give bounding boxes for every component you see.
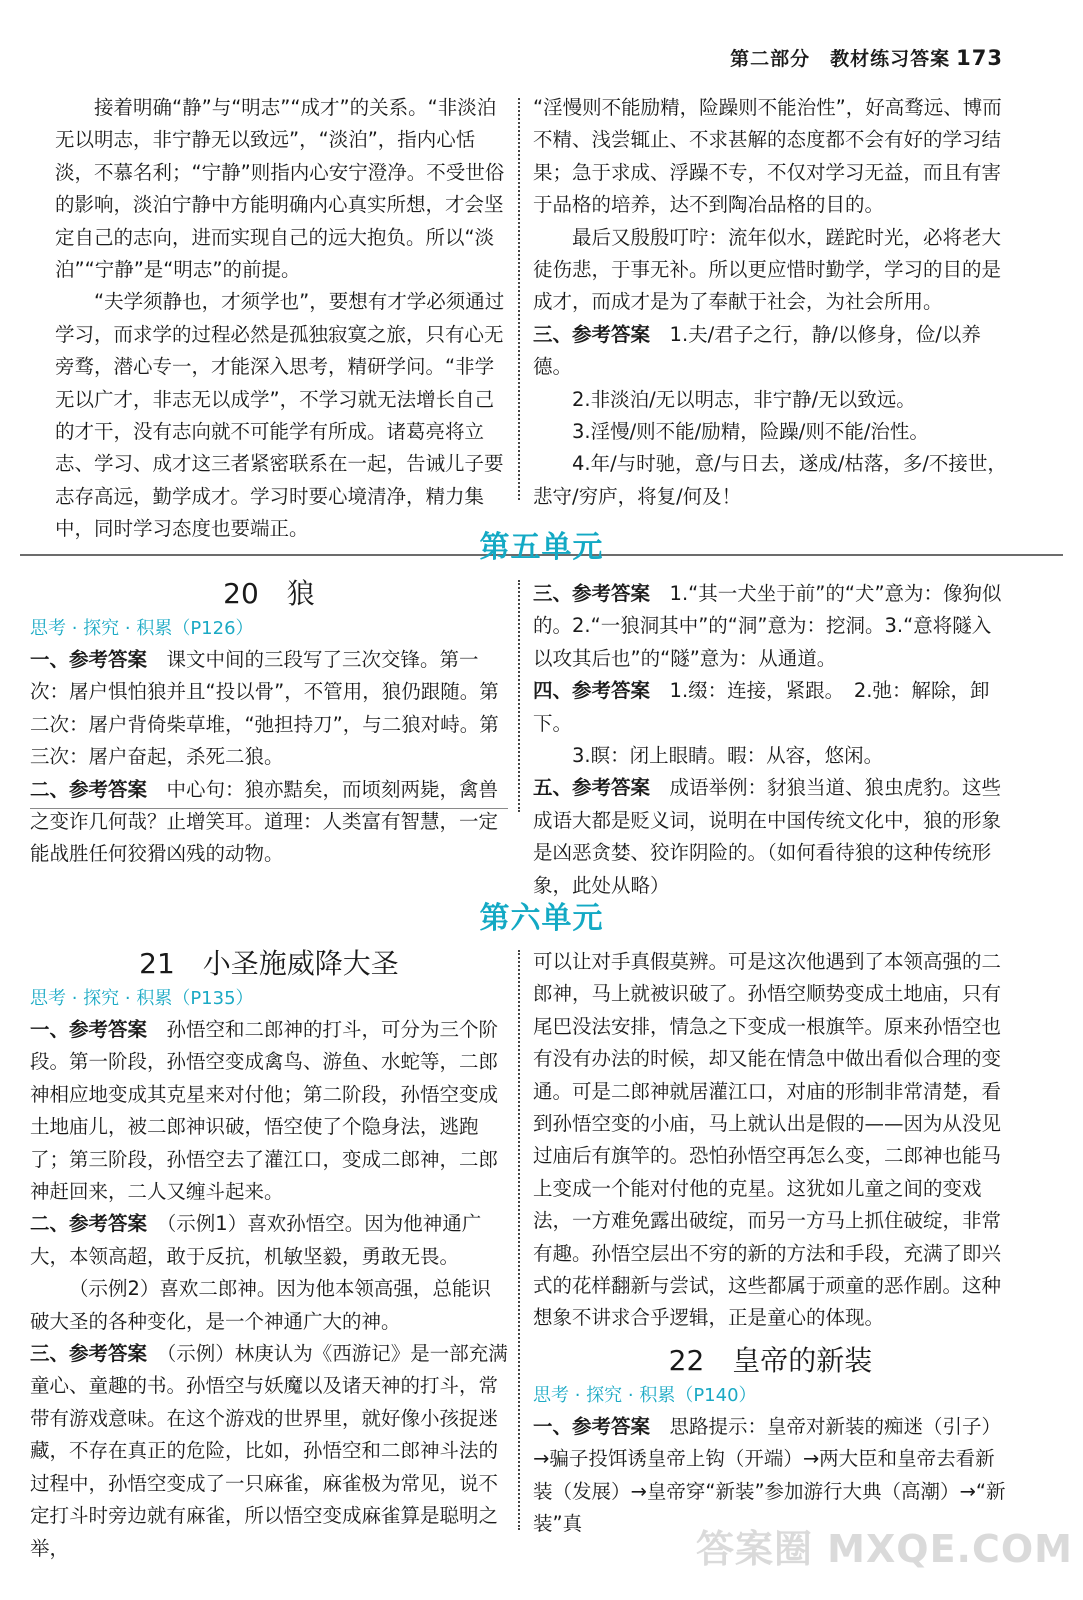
answer-line: （示例2）喜欢二郎神。因为他本领高强，总能识破大圣的各种变化，是一个神通广大的神。 <box>30 1277 491 1333</box>
section-tag: 思考 · 探究 · 积累（P135） <box>30 988 254 1009</box>
answer-text: 1.夫/君子之行，静/以修身，俭/以养德。 <box>533 322 981 379</box>
top-left-column <box>55 92 513 546</box>
answer-line: 4.年/与时驰，意/与日去，遂成/枯落，多/不接世，悲守/穷庐，将复/何及！ <box>533 452 1007 508</box>
paragraph: “淫慢则不能励精，险躁则不能治性”，好高骛远、博而不精、浅尝辄止、不求甚解的态度都不会有好的学习结果；急于求成、浮躁不专，不仅对学习无益，而且有害于品格的培养，达不到陶冶品格的目的。 <box>533 96 1002 217</box>
watermark: 答案圈 MXQE.COM <box>695 1527 1073 1571</box>
unit5-left-column <box>30 574 508 871</box>
answer-text: 中心句：狼亦黠矣，而顷刻两毙，禽兽之变诈几何哉？止增笑耳。道理：人类富有智慧，一定能战胜任何狡猾凶残的动物。 <box>30 777 499 866</box>
lesson-title: 20 狼 <box>223 577 315 610</box>
paragraph: “夫学须静也，才须学也”，要想有才学必须通过学习，而求学的过程必然是孤独寂寞之旅，只有心无旁骛，潜心专一，才能深入思考，精研学问。“非学无以广才，非志无以成学”，不学习就无法增长自己的才干，没有志向就不可能学有所成。诸葛亮将立志、学习、成才这三者紧密联系在一起，告诫儿子要志存高远，勤学成才。学习时要心境清净，精力集中，同时学习态度也要端正。 <box>55 290 505 541</box>
answer-text: （示例）林庚认为《西游记》是一部充满童心、童趣的书。孙悟空与妖魔以及诸天神的打斗，常带有游戏意味。在这个游戏的世界里，就好像小孩捉迷藏，不存在真正的危险，比如，孙悟空和二郎神斗法的过程中，孙悟空变成了一只麻雀，麻雀极为常见，说不定打斗时旁边就有麻雀，所以悟空变成麻雀算是聪明之举， <box>30 1342 508 1560</box>
answer-text: 孙悟空和二郎神的打斗，可分为三个阶段。第一阶段，孙悟空变成禽鸟、游鱼、水蛇等，二郎神相应地变成其克星来对付他；第二阶段，孙悟空变成土地庙儿，被二郎神识破，悟空使了个隐身法，逃跑了；第三阶段，孙悟空去了灌江口，变成二郎神，二郎神赶回来，二人又缠斗起来。 <box>30 1018 499 1204</box>
unit6-left-column <box>30 944 508 1565</box>
answer-label: 四、参考答案 <box>533 679 651 703</box>
paragraph: 可以让对手真假莫辨。可是这次他遇到了本领高强的二郎神，马上就被识破了。孙悟空顺势变成土地庙，只有尾巴没法安排，情急之下变成一根旗竿。原来孙悟空也有没有办法的时候，却又能在情急中做出看似合理的变通。可是二郎神就居灌江口，对庙的形制非常清楚，看到孙悟空变的小庙，马上就认出是假的——因为从没见过庙后有旗竿的。恐怕孙悟空再怎么变，二郎神也能马上变成一个能对付他的克星。这犹如儿童之间的变戏法，一方难免露出破绽，而另一方马上抓住破绽，非常有趣。孙悟空层出不穷的新的方法和手段，充满了即兴式的花样翻新与尝试，这些都属于顽童的恶作剧。这种想象不讲求合乎逻辑，正是童心的体现。 <box>533 950 1002 1330</box>
unit-title: 第五单元 <box>479 530 604 565</box>
section-tag: 思考 · 探究 · 积累（P126） <box>30 618 254 639</box>
paragraph: 最后又殷殷叮咛：流年似水，蹉跎时光，必将老大徒伤悲，于事无补。所以更应惜时勤学，学习的目的是成才，而成才是为了奉献于社会，为社会所用。 <box>533 225 1002 314</box>
top-right-column <box>533 92 1008 513</box>
answer-label: 二、参考答案 <box>30 1212 148 1236</box>
column-divider <box>518 98 520 500</box>
lesson-title: 21 小圣施威降大圣 <box>139 947 399 980</box>
section-tag: 思考 · 探究 · 积累（P140） <box>533 1384 757 1406</box>
unit5-right-column <box>533 578 1008 902</box>
answer-line: 2.非淡泊/无以明志，非宁静/无以致远。 <box>572 387 916 411</box>
answer-label: 三、参考答案 <box>533 322 651 346</box>
answer-text: 1.“其一犬坐于前”的“犬”意为：像狗似的。2.“一狼洞其中”的“洞”意为：挖洞。3.“意将隧入以攻其后也”的“隧”意为：从通道。 <box>533 582 1002 670</box>
page-header <box>730 44 1003 71</box>
answer-label: 三、参考答案 <box>30 1342 148 1366</box>
answer-text: 1.缀：连接，紧跟。 2.弛：解除，卸下。 <box>533 679 990 735</box>
inner-rule <box>30 808 508 809</box>
answer-label: 一、参考答案 <box>30 648 148 671</box>
answer-text: 课文中间的三段写了三次交锋。第一次：屠户惧怕狼并且“投以骨”，不管用，狼仍跟随。第二次：屠户背倚柴草堆，“弛担持刀”，与二狼对峙。第三次：屠户奋起，杀死二狼。 <box>30 648 499 769</box>
column-divider <box>518 950 520 1530</box>
unit6-right-column <box>533 946 1008 1541</box>
answer-label: 三、参考答案 <box>533 582 651 605</box>
unit-title: 第六单元 <box>479 901 604 936</box>
answer-line: 3.瞑：闭上眼睛。暇：从容，悠闲。 <box>572 744 884 768</box>
answer-label: 一、参考答案 <box>30 1018 148 1041</box>
header-section: 第二部分 教材练习答案 <box>730 48 951 70</box>
answer-line: 3.淫慢/则不能/励精，险躁/则不能/治性。 <box>572 420 929 444</box>
lesson-title: 22 皇帝的新装 <box>668 1343 873 1377</box>
page-number: 173 <box>956 46 1003 70</box>
paragraph: 接着明确“静”与“明志”“成才”的关系。“非淡泊无以明志，非宁静无以致远”，“淡泊”，指内心恬淡，不慕名利；“宁静”则指内心安宁澄净。不受世俗的影响，淡泊宁静中方能明确内心真实所想，才会坚定自己的志向，进而实现自己的远大抱负。所以“淡泊”“宁静”是“明志”的前提。 <box>55 96 505 282</box>
answer-label: 一、参考答案 <box>533 1414 651 1438</box>
answer-label: 五、参考答案 <box>533 776 651 800</box>
answer-label: 二、参考答案 <box>30 777 148 801</box>
answer-text: 思路提示：皇帝对新装的痴迷（引子）→骗子投饵诱皇帝上钩（开端）→两大臣和皇帝去看新装（发展）→皇帝穿“新装”参加游行大典（高潮）→“新装”真 <box>533 1414 1006 1536</box>
column-divider <box>518 580 520 812</box>
answer-text: 成语举例：豺狼当道、狼虫虎豹。这些成语大都是贬义词，说明在中国传统文化中，狼的形象是凶恶贪婪、狡诈阴险的。（如何看待狼的这种传统形象，此处从略） <box>533 776 1002 897</box>
answer-text: （示例1）喜欢孙悟空。因为他神通广大，本领高超，敢于反抗，机敏坚毅，勇敢无畏。 <box>30 1212 482 1268</box>
